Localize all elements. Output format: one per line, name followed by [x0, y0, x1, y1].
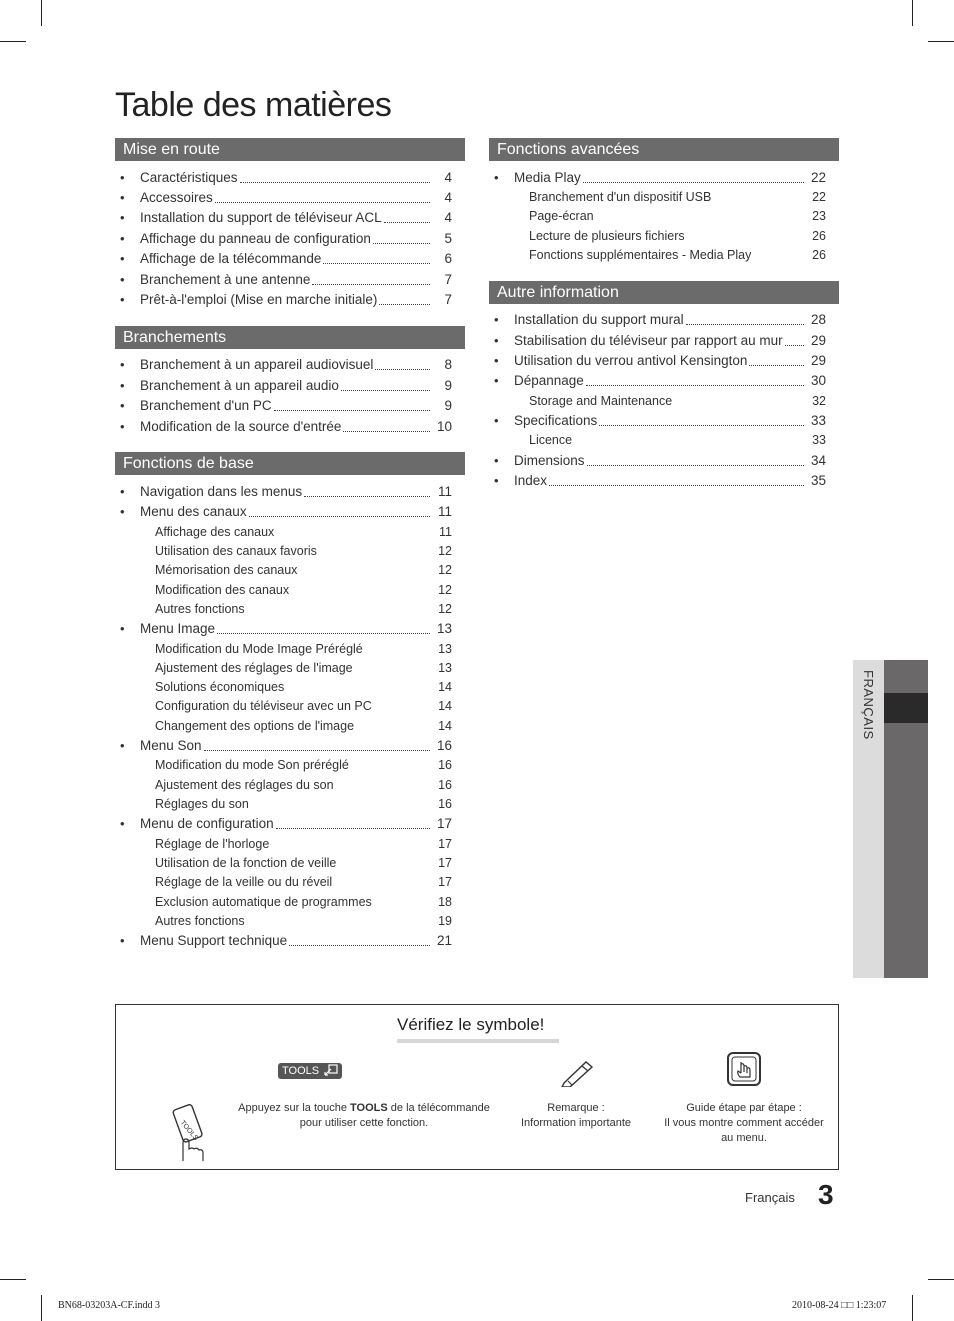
tools-badge	[278, 1063, 342, 1079]
dot-leader	[375, 369, 430, 370]
dot-leader	[384, 222, 430, 223]
toc-entry[interactable]	[489, 410, 839, 430]
toc-subentry-label: Réglage de la veille ou du réveil	[155, 875, 333, 890]
bullet-icon: •	[120, 230, 125, 246]
toc-entry[interactable]	[489, 450, 839, 470]
toc-section	[489, 138, 839, 265]
bullet-icon: •	[120, 418, 125, 434]
dot-leader	[785, 345, 804, 346]
dot-leader	[373, 243, 430, 244]
toc-subentry-page: 12	[438, 544, 452, 559]
toc-entry-label: Branchement à un appareil audiovisuel	[140, 357, 374, 373]
toc-subentry[interactable]	[115, 599, 465, 618]
toc-subentry-label: Configuration du téléviseur avec un PC	[155, 699, 372, 714]
bullet-icon: •	[494, 312, 499, 328]
toc-subentry-page: 26	[812, 228, 826, 243]
toc-entry-page: 30	[810, 373, 826, 389]
toc-entry[interactable]	[115, 396, 465, 416]
section-header: Autre information	[489, 281, 839, 304]
toc-entry-label: Branchement d'un PC	[140, 398, 272, 414]
crop-mark	[0, 41, 26, 42]
toc-entry-page: 16	[436, 738, 452, 754]
toc-entry-label: Menu de configuration	[140, 816, 274, 832]
toc-entry-label: Utilisation du verrou antivol Kensington	[514, 353, 748, 369]
pencil-icon	[560, 1059, 596, 1087]
toc-entry[interactable]	[115, 228, 465, 248]
page-title: Table des matières	[115, 86, 392, 124]
toc-entry-page: 10	[436, 418, 452, 434]
toc-subentry-label: Changement des options de l'image	[155, 718, 355, 733]
toc-entry[interactable]	[489, 350, 839, 370]
toc-subentry-label: Page-écran	[529, 209, 594, 224]
bullet-icon: •	[120, 377, 125, 393]
toc-subentry[interactable]	[489, 187, 839, 206]
toc-subentry[interactable]	[115, 756, 465, 775]
toc-entry[interactable]	[115, 355, 465, 375]
toc-subentry-label: Autres fonctions	[155, 601, 245, 616]
toc-subentry-page: 17	[438, 836, 452, 851]
bullet-icon: •	[120, 251, 125, 267]
toc-entry-label: Affichage de la télécommande	[140, 251, 322, 267]
symbol-legend-title: Vérifiez le symbole!	[397, 1015, 545, 1034]
toc-subentry-page: 12	[438, 601, 452, 616]
toc-entry-label: Accessoires	[140, 190, 213, 206]
toc-subentry-label: Réglage de l'horloge	[155, 836, 270, 851]
toc-subentry[interactable]	[115, 775, 465, 794]
toc-entry[interactable]	[115, 416, 465, 436]
toc-entry-page: 11	[437, 483, 452, 499]
toc-subentry-label: Fonctions supplémentaires - Media Play	[529, 247, 752, 262]
toc-entry-page: 34	[810, 452, 826, 468]
dot-leader	[289, 945, 430, 946]
bullet-icon: •	[120, 357, 125, 373]
guide-desc-text: au menu.	[721, 1132, 767, 1144]
symbol-legend-box	[115, 1004, 839, 1170]
dot-leader	[204, 750, 430, 751]
toc-subentry-page: 12	[438, 582, 452, 597]
toc-subentry[interactable]	[489, 226, 839, 245]
toc-entry[interactable]	[115, 375, 465, 395]
bullet-icon: •	[494, 332, 499, 348]
toc-entry-label: Specifications	[514, 413, 598, 429]
bullet-icon: •	[120, 292, 125, 308]
toc-subentry-label: Solutions économiques	[155, 680, 285, 695]
toc-subentry-page: 16	[438, 777, 452, 792]
svg-text:TOOLS: TOOLS	[178, 1119, 200, 1142]
section-header: Fonctions avancées	[489, 138, 839, 161]
toc-subentry[interactable]	[115, 834, 465, 853]
page-number: 3	[818, 1179, 834, 1210]
toc-entry-label: Caractéristiques	[140, 169, 238, 185]
toc-entry-label: Affichage du panneau de configuration	[140, 230, 371, 246]
crop-mark	[0, 1279, 26, 1280]
slug-filename: BN68-03203A-CF.indd 3	[58, 1300, 160, 1311]
toc-entry-label: Menu Image	[140, 621, 216, 637]
toc-entry[interactable]	[115, 269, 465, 289]
toc-subentry[interactable]	[115, 873, 465, 892]
toc-subentry-page: 19	[438, 913, 452, 928]
toc-subentry-page: 17	[438, 875, 452, 890]
toc-subentry-label: Licence	[529, 433, 573, 448]
toc-subentry[interactable]	[115, 716, 465, 735]
toc-entry-page: 33	[810, 413, 826, 429]
dot-leader	[599, 425, 804, 426]
toc-subentry-page: 17	[438, 856, 452, 871]
section-header: Mise en route	[115, 138, 465, 161]
toc-subentry-label: Affichage des canaux	[155, 524, 275, 539]
toc-entry[interactable]	[115, 814, 465, 834]
toc-subentry[interactable]	[115, 580, 465, 599]
toc-entry-label: Prêt-à-l'emploi (Mise en marche initiale)	[140, 292, 378, 308]
tools-desc-bold: TOOLS	[350, 1102, 388, 1114]
dot-leader	[276, 828, 430, 829]
bullet-icon: •	[120, 210, 125, 226]
toc-subentry[interactable]	[115, 697, 465, 716]
toc-subentry-page: 11	[439, 524, 452, 539]
tools-description	[236, 1101, 492, 1131]
language-tab-label: FRANÇAIS	[861, 670, 876, 740]
tools-desc-text: Appuyez sur la touche	[238, 1102, 351, 1114]
toc-subentry-page: 18	[438, 894, 452, 909]
toc-entry[interactable]	[489, 371, 839, 391]
crop-mark	[912, 0, 913, 26]
toc-entry-page: 9	[444, 398, 452, 414]
dot-leader	[341, 390, 430, 391]
bullet-icon: •	[494, 473, 499, 489]
dot-leader	[323, 263, 430, 264]
crop-mark	[928, 1279, 954, 1280]
toc-subentry-label: Modification du mode Son préréglé	[155, 758, 349, 773]
toc-entry[interactable]	[489, 167, 839, 187]
toc-subentry[interactable]	[115, 892, 465, 911]
dot-leader	[549, 485, 804, 486]
dot-leader	[240, 182, 430, 183]
toc-entry-label: Installation du support de téléviseur ACL	[140, 210, 382, 226]
note-desc-text: Information importante	[520, 1117, 632, 1129]
toc-subentry[interactable]	[115, 658, 465, 677]
bullet-icon: •	[494, 353, 499, 369]
bullet-icon: •	[120, 738, 125, 754]
toc-subentry[interactable]	[115, 541, 465, 560]
toc-entry-page: 6	[444, 251, 452, 267]
guide-desc-text: Il vous montre comment accéder	[664, 1117, 824, 1129]
toc-subentry[interactable]	[489, 207, 839, 226]
toc-subentry-page: 26	[812, 247, 826, 262]
toc-subentry[interactable]	[115, 639, 465, 658]
toc-subentry[interactable]	[489, 245, 839, 264]
toc-entry-page: 28	[810, 312, 826, 328]
toc-entry[interactable]	[115, 289, 465, 309]
toc-entry-page: 4	[444, 169, 452, 185]
toc-subentry-label: Mémorisation des canaux	[155, 563, 298, 578]
toc-subentry-label: Lecture de plusieurs fichiers	[529, 228, 685, 243]
toc-subentry-page: 14	[438, 718, 452, 733]
crop-mark	[928, 41, 954, 42]
bullet-icon: •	[120, 398, 125, 414]
dot-leader	[343, 431, 430, 432]
guide-description	[661, 1101, 827, 1146]
bullet-icon: •	[120, 504, 125, 520]
toc-entry[interactable]	[115, 481, 465, 501]
toc-entry-page: 11	[437, 504, 452, 520]
toc-entry-page: 13	[436, 621, 452, 637]
toc-subentry-page: 13	[438, 660, 452, 675]
toc-subentry[interactable]	[489, 391, 839, 410]
bullet-icon: •	[494, 413, 499, 429]
toc-subentry-page: 12	[438, 563, 452, 578]
toc-entry-label: Index	[514, 473, 548, 489]
toc-entry-page: 29	[810, 332, 826, 348]
tools-desc-text: de la télécommande	[387, 1102, 490, 1114]
toc-entry-page: 7	[444, 292, 452, 308]
toc-subentry-label: Ajustement des réglages de l'image	[155, 660, 353, 675]
toc-subentry-page: 32	[812, 393, 826, 408]
toc-entry-page: 4	[444, 210, 452, 226]
toc-entry-label: Branchement à une antenne	[140, 271, 311, 287]
toc-entry-label: Stabilisation du téléviseur par rapport au mur	[514, 332, 783, 348]
toc-subentry-page: 22	[812, 190, 826, 205]
toc-entry-page: 21	[436, 933, 452, 949]
note-desc-text: Remarque :	[547, 1102, 605, 1114]
crop-mark	[41, 0, 42, 26]
slug-timestamp: 2010-08-24 □□ 1:23:07	[792, 1300, 887, 1311]
toc-entry-page: 5	[444, 230, 452, 246]
bullet-icon: •	[120, 816, 125, 832]
guide-desc-text: Guide étape par étape :	[686, 1102, 802, 1114]
toc-subentry[interactable]	[115, 522, 465, 541]
toc-subentry[interactable]	[115, 853, 465, 872]
dot-leader	[586, 385, 804, 386]
tools-desc-text: pour utiliser cette fonction.	[299, 1117, 429, 1129]
bullet-icon: •	[120, 621, 125, 637]
toc-subentry-page: 33	[812, 433, 826, 448]
toc-subentry-label: Modification des canaux	[155, 582, 290, 597]
toc-entry[interactable]	[115, 187, 465, 207]
toc-section	[115, 452, 465, 951]
toc-entry-label: Modification de la source d'entrée	[140, 418, 342, 434]
toc-entry[interactable]	[115, 735, 465, 755]
toc-subentry-label: Exclusion automatique de programmes	[155, 894, 372, 909]
toc-subentry-label: Réglages du son	[155, 797, 249, 812]
title-underline	[397, 1039, 559, 1043]
toc-entry-page: 8	[444, 357, 452, 373]
toc-entry[interactable]	[115, 931, 465, 951]
toc-entry-page: 35	[810, 473, 826, 489]
bullet-icon: •	[494, 373, 499, 389]
toc-subentry[interactable]	[115, 561, 465, 580]
bullet-icon: •	[120, 933, 125, 949]
dot-leader	[215, 202, 430, 203]
dot-leader	[379, 304, 430, 305]
toc-entry[interactable]	[115, 619, 465, 639]
dot-leader	[686, 324, 804, 325]
toc-entry-page: 29	[810, 353, 826, 369]
toc-entry[interactable]	[489, 310, 839, 330]
toc-entry[interactable]	[115, 208, 465, 228]
toc-entry[interactable]	[489, 330, 839, 350]
toc-entry-page: 17	[436, 816, 452, 832]
dot-leader	[587, 465, 804, 466]
toc-entry-label: Media Play	[514, 169, 581, 185]
dot-leader	[249, 516, 430, 517]
toc-entry-label: Menu Support technique	[140, 933, 288, 949]
toc-section	[115, 138, 465, 310]
toc-subentry-page: 14	[438, 699, 452, 714]
toc-subentry-label: Storage and Maintenance	[529, 393, 673, 408]
toc-subentry[interactable]	[115, 911, 465, 930]
toc-subentry-page: 16	[438, 758, 452, 773]
toc-entry-label: Navigation dans les menus	[140, 483, 303, 499]
dot-leader	[749, 365, 804, 366]
toc-subentry-label: Utilisation des canaux favoris	[155, 544, 317, 559]
toc-subentry-label: Autres fonctions	[155, 913, 245, 928]
toc-subentry-label: Branchement d'un dispositif USB	[529, 190, 712, 205]
toc-entry[interactable]	[115, 502, 465, 522]
remote-hand-icon	[171, 1101, 215, 1163]
toc-subentry[interactable]	[115, 794, 465, 813]
bullet-icon: •	[120, 190, 125, 206]
toc-entry[interactable]	[489, 471, 839, 491]
bullet-icon: •	[120, 169, 125, 185]
toc-entry-label: Installation du support mural	[514, 312, 684, 328]
guide-hand-icon	[726, 1051, 762, 1087]
toc-right-column	[489, 138, 839, 507]
toc-entry-page: 7	[444, 271, 452, 287]
toc-entry[interactable]	[115, 249, 465, 269]
toc-subentry-label: Ajustement des réglages du son	[155, 777, 334, 792]
toc-subentry-label: Utilisation de la fonction de veille	[155, 856, 337, 871]
toc-subentry-page: 23	[812, 209, 826, 224]
toc-section	[115, 326, 465, 437]
toc-entry-page: 9	[444, 377, 452, 393]
toc-subentry-page: 16	[438, 797, 452, 812]
bullet-icon: •	[494, 169, 499, 185]
toc-subentry[interactable]	[115, 678, 465, 697]
toc-left-column	[115, 138, 465, 967]
bullet-icon: •	[120, 483, 125, 499]
crop-mark	[41, 1295, 42, 1321]
toc-subentry-label: Modification du Mode Image Préréglé	[155, 641, 363, 656]
dot-leader	[304, 496, 430, 497]
dot-leader	[217, 633, 430, 634]
footer-language: Français	[745, 1190, 795, 1205]
dot-leader	[274, 410, 430, 411]
note-description	[511, 1101, 641, 1131]
toc-entry-page: 4	[444, 190, 452, 206]
toc-entry-label: Menu Son	[140, 738, 202, 754]
section-header: Branchements	[115, 326, 465, 349]
crop-mark	[912, 1295, 913, 1321]
toc-subentry-page: 13	[438, 641, 452, 656]
section-header: Fonctions de base	[115, 452, 465, 475]
toc-subentry-page: 14	[438, 680, 452, 695]
toc-entry-page: 22	[810, 169, 826, 185]
bullet-icon: •	[494, 452, 499, 468]
toc-entry-label: Dimensions	[514, 452, 585, 468]
language-tab-marker	[884, 693, 928, 723]
toc-entry[interactable]	[115, 167, 465, 187]
toc-entry-label: Branchement à un appareil audio	[140, 377, 339, 393]
bullet-icon: •	[120, 271, 125, 287]
toc-entry-label: Dépannage	[514, 373, 584, 389]
dot-leader	[312, 284, 430, 285]
dot-leader	[583, 182, 804, 183]
toc-entry-label: Menu des canaux	[140, 504, 247, 520]
toc-subentry[interactable]	[489, 431, 839, 450]
toc-section	[489, 281, 839, 491]
tools-badge-label: TOOLS	[282, 1065, 320, 1077]
tools-icon	[324, 1064, 338, 1076]
